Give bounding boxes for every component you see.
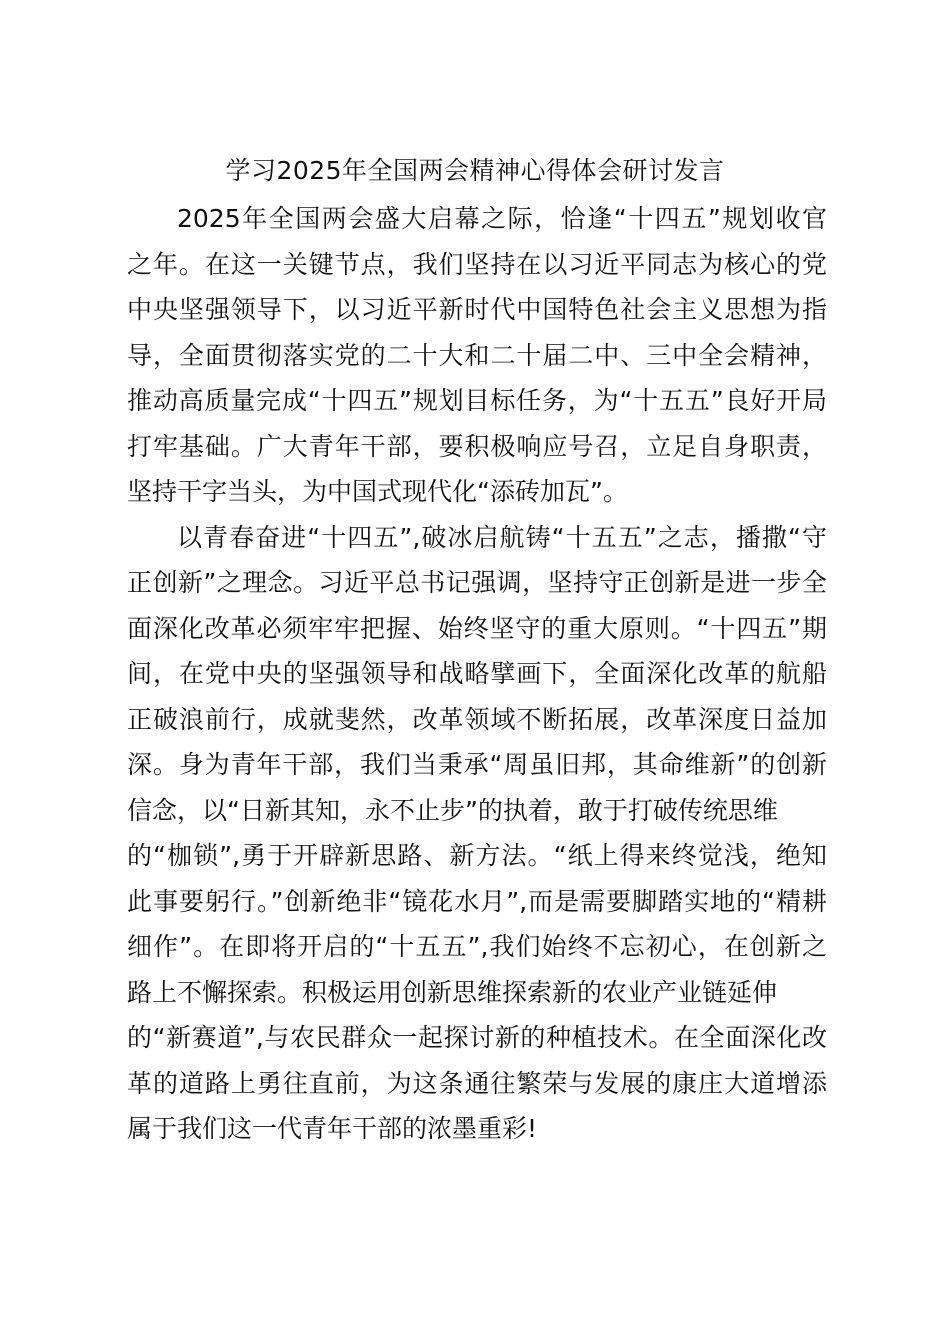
text-line: 正破浪前行，成就斐然，改革领域不断拓展，改革深度日益加: [127, 704, 827, 734]
text-line: 导，全面贯彻落实党的二十大和二十届二中、三中全会精神，: [127, 340, 827, 370]
text-line: 2025年全国两会盛大启幕之际，恰逢“十四五”规划收官: [177, 204, 827, 233]
text-line: 的“枷锁”,勇于开辟新思路、新方法。“纸上得来终觉浅，绝知: [127, 841, 827, 870]
text-line: 中央坚强领导下，以习近平新时代中国特色社会主义思想为指: [127, 295, 827, 324]
text-line: 信念，以“日新其知，永不止步”的执着，敢于打破传统思维: [127, 795, 778, 825]
document-title: 学习2025年全国两会精神心得体会研讨发言: [225, 156, 725, 185]
text-line: 坚持干字当头，为中国式现代化“添砖加瓦”。: [127, 477, 628, 506]
text-line: 推动高质量完成“十四五”规划目标任务，为“十五五”良好开局: [127, 386, 827, 415]
text-line: 此事要躬行。”创新绝非“镜花水月”,而是需要脚踏实地的“精耕: [127, 886, 827, 916]
text-line: 间，在党中央的坚强领导和战略擘画下，全面深化改革的航船: [127, 659, 827, 688]
text-line: 正创新”之理念。习近平总书记强调，坚持守正创新是进一步全: [127, 568, 827, 597]
text-line: 细作”。在即将开启的“十五五”,我们始终不忘初心，在创新之: [127, 932, 827, 961]
document-body: [127, 196, 827, 1152]
text-line: 路上不懈探索。积极运用创新思维探索新的农业产业链延伸: [127, 977, 778, 1007]
text-line: 打牢基础。广大青年干部，要积极响应号召，立足自身职责，: [127, 431, 827, 461]
text-line: 之年。在这一关键节点，我们坚持在以习近平同志为核心的党: [127, 249, 827, 279]
text-line: 属于我们这一代青年干部的浓墨重彩!: [127, 1114, 538, 1143]
text-line: 革的道路上勇往直前，为这条通往繁荣与发展的康庄大道增添: [127, 1068, 827, 1098]
text-line: 的“新赛道”,与农民群众一起探讨新的种植技术。在全面深化改: [127, 1023, 827, 1052]
text-line: 以青春奋进“十四五”,破冰启航铸“十五五”之志，播撒“守: [177, 522, 827, 552]
text-line: 面深化改革必须牢牢把握、始终坚守的重大原则。“十四五”期: [127, 613, 827, 643]
paragraph-2: [127, 515, 827, 1152]
paragraph-1: [127, 196, 827, 515]
text-line: 深。身为青年干部，我们当秉承“周虽旧邦，其命维新”的创新: [127, 750, 827, 779]
